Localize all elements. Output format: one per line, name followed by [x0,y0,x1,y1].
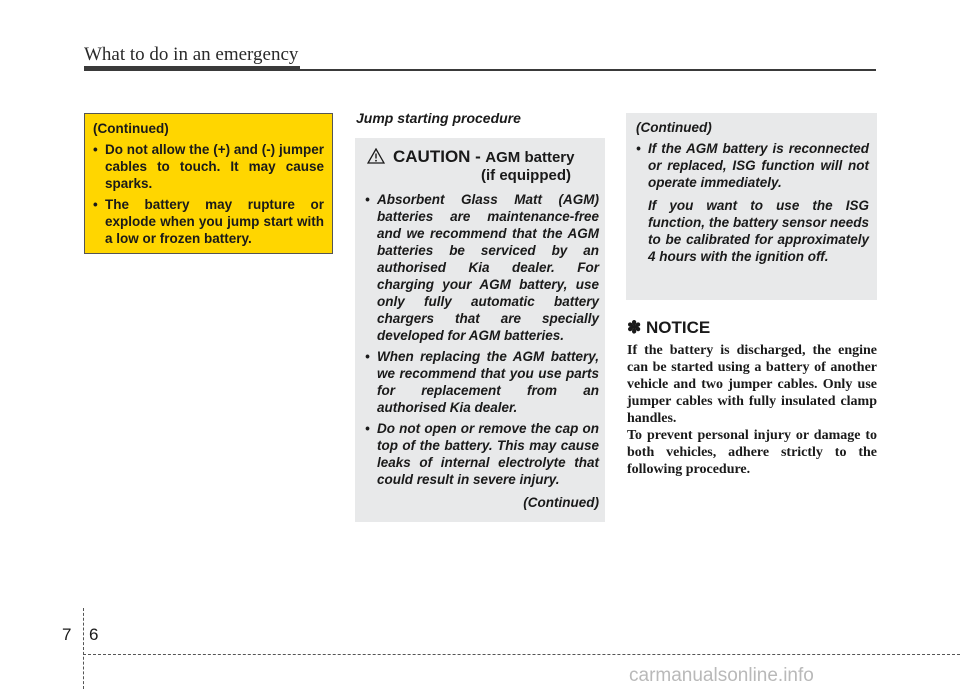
caution-box [355,138,605,522]
caution-bullet [365,420,599,488]
header-rule-thick [84,66,300,71]
caution-bullet [365,191,599,344]
watermark-text: carmanualsonline.info [629,665,814,686]
caution-continued-label: (Continued) [636,120,712,135]
warning-bullet [93,196,324,247]
notice-paragraph: If the battery is discharged, the engine can be started using a battery of another vehicle and two jumper cables. Only use jumper cables with fully insulated clamp handles. [627,343,877,426]
caution-subject-qualifier: (if equipped) [481,167,571,184]
notice-body [627,342,877,478]
caution-bullet [636,140,869,191]
bullet-dot: • [365,421,370,436]
caution-bullet-text: Do not open or remove the cap on top of the battery. This may cause leaks of internal electrolyte that could result in severe injury. [377,421,599,487]
bullet-dot: • [93,142,98,157]
caution-subject: AGM battery [485,149,575,166]
section-title: Jump starting procedure [356,110,521,126]
caution-label: CAUTION - [393,147,481,166]
caution-continued-label: (Continued) [523,495,599,510]
warning-bullet [93,141,324,192]
warning-bullet-text: The battery may rupture or explode when you jump start with a low or frozen battery. [105,197,324,246]
caution-bullet-text: If the AGM battery is reconnected or replaced, ISG function will not operate immediately. [648,141,869,190]
footer-horizontal-divider [83,654,960,655]
header-rule-thin [300,69,876,71]
notice-title: ✽ NOTICE [627,318,711,337]
warning-continued-label: (Continued) [93,121,169,136]
bullet-dot: • [365,349,370,364]
bullet-dot: • [365,192,370,207]
bullet-dot: • [636,141,641,156]
caution-header [365,147,599,187]
warning-box-continued [84,113,333,254]
warning-triangle-icon [367,148,385,164]
warning-bullet-text: Do not allow the (+) and (-) jumper cables to touch. It may cause sparks. [105,142,324,191]
caution-bullet-text: Absorbent Glass Matt (AGM) batteries are maintenance-free and we recommend that the AGM batteries be serviced by an authorised Kia dealer. For charging your AGM battery, use only fully automatic battery chargers that are specially developed for AGM batteries. [377,192,599,343]
chapter-number: 7 [62,625,72,644]
caution-paragraph: If you want to use the ISG function, the battery sensor needs to be calibrated for approximately 4 hours with the ignition off. [648,198,869,264]
caution-box-continued [626,113,877,300]
footer-vertical-divider [83,608,84,689]
page-number: 6 [89,625,99,644]
caution-bullet-text: When replacing the AGM battery, we recommend that you use parts for replacement from an authorised Kia dealer. [377,349,599,415]
caution-bullet [365,348,599,416]
notice-paragraph: To prevent personal injury or damage to both vehicles, adhere strictly to the following procedure. [627,428,877,477]
page-header-title: What to do in an emergency [84,44,299,65]
bullet-dot: • [93,197,98,212]
